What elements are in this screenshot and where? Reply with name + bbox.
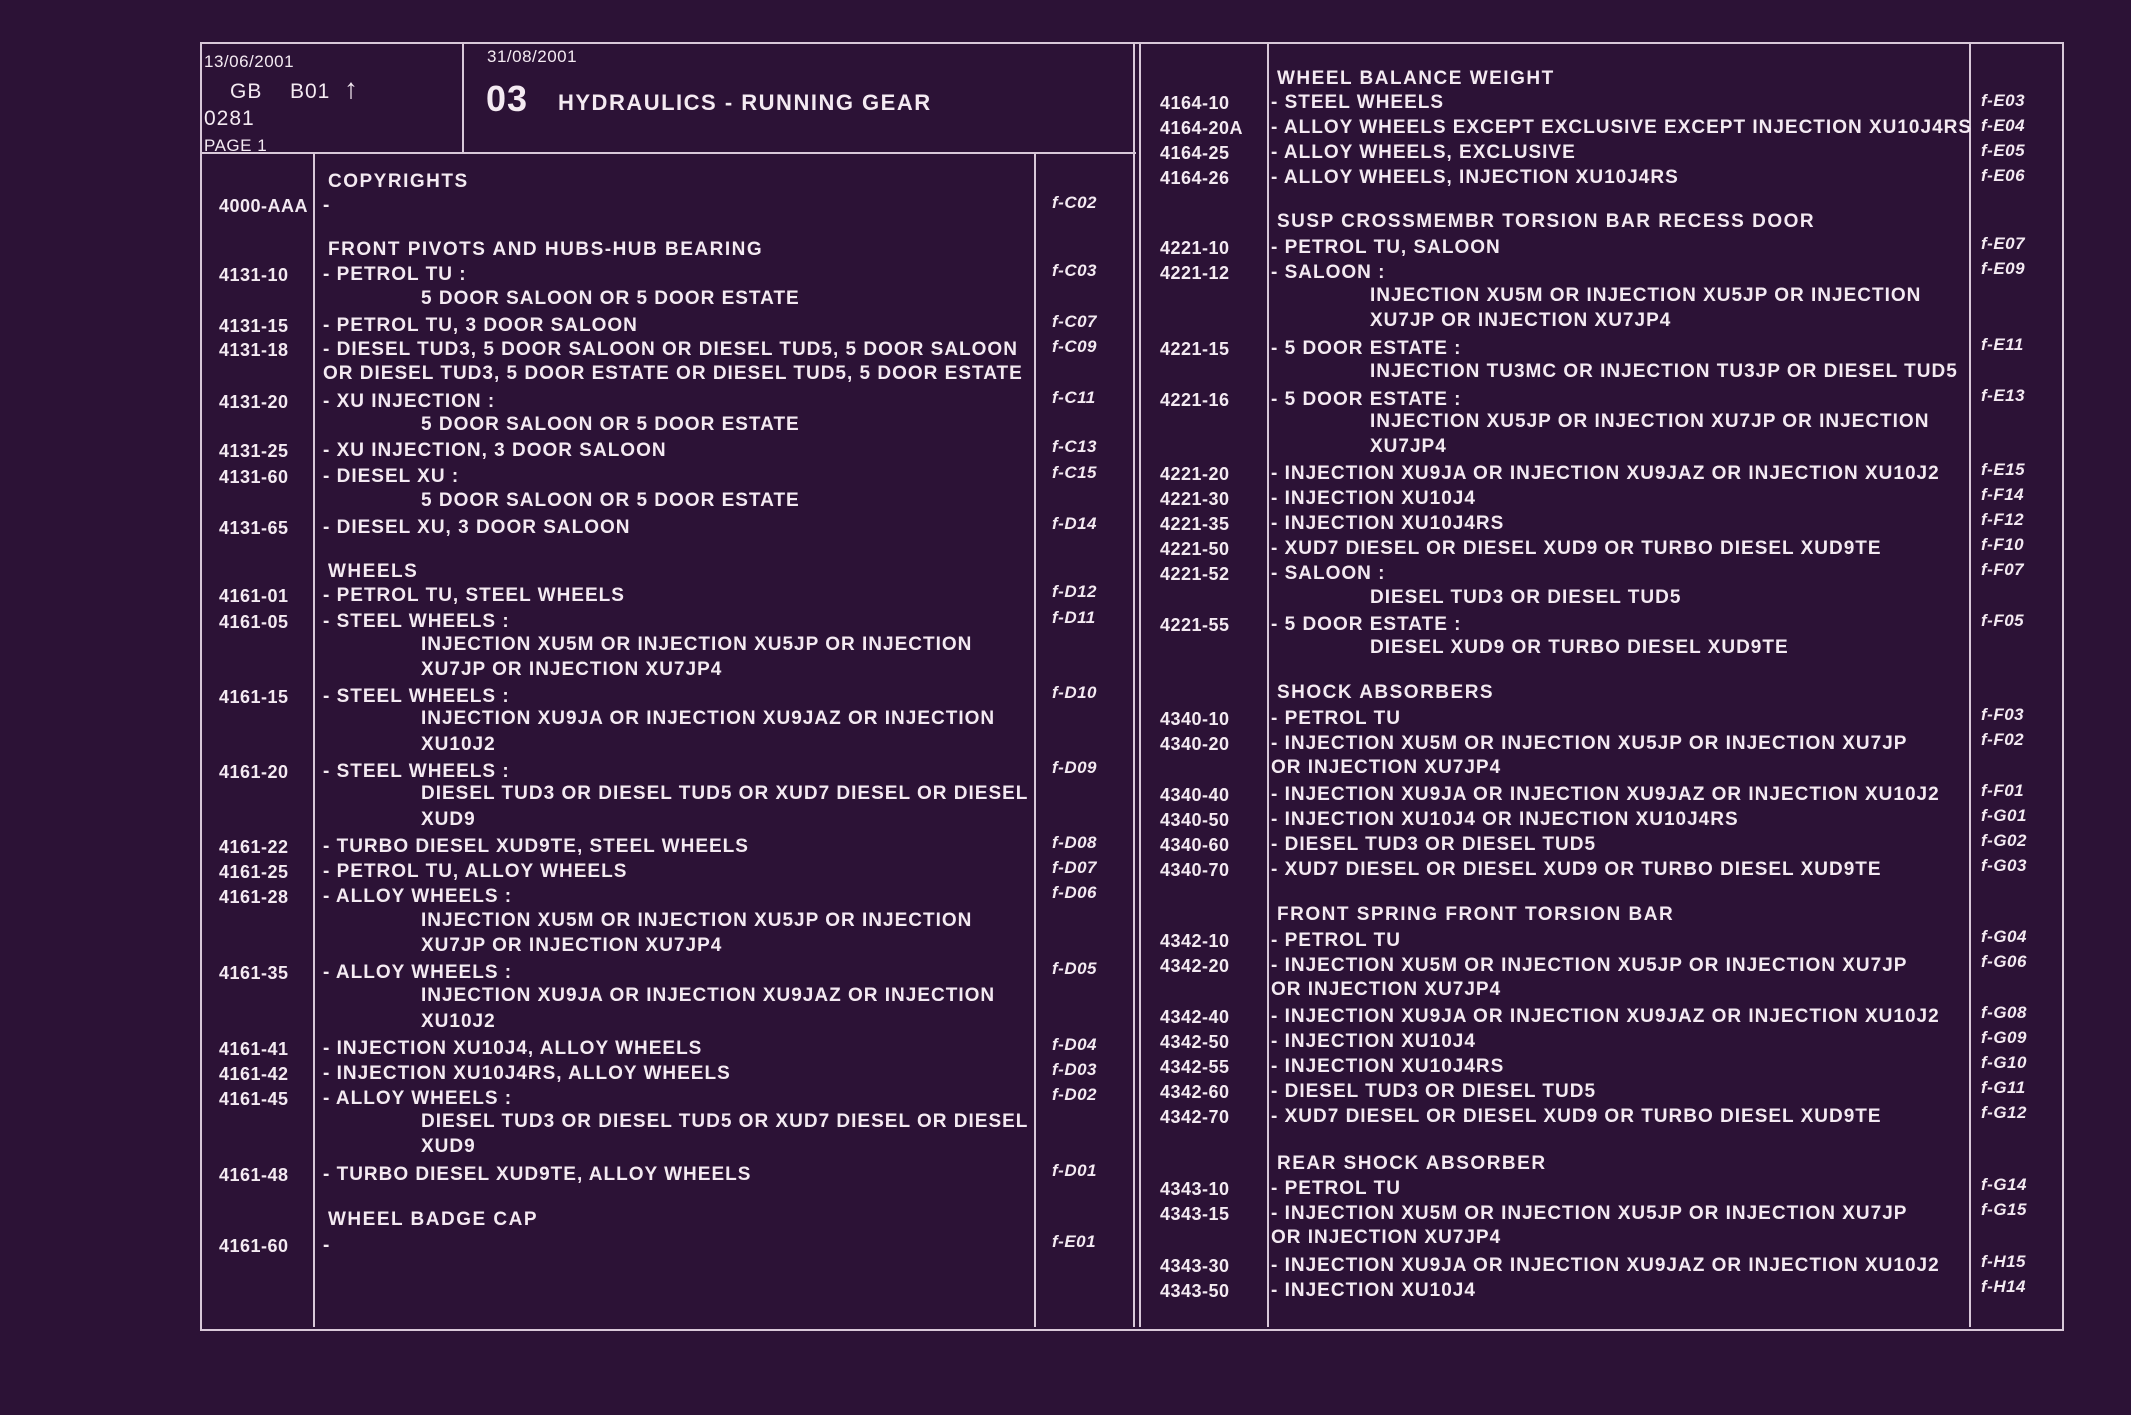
section-heading: FRONT PIVOTS AND HUBS-HUB BEARING <box>328 239 764 260</box>
page-reference: f-G09 <box>1981 1028 2027 1047</box>
page-reference: f-D07 <box>1052 858 1098 877</box>
part-continuation: OR INJECTION XU7JP4 <box>1271 1227 1502 1248</box>
page-reference: f-D10 <box>1052 683 1098 702</box>
section-heading: WHEEL BALANCE WEIGHT <box>1277 68 1555 89</box>
part-code: 4342-60 <box>1160 1082 1230 1102</box>
part-code: 4161-35 <box>219 963 289 983</box>
part-description: - DIESEL XU : <box>323 466 460 487</box>
part-code: 4343-30 <box>1160 1256 1230 1276</box>
page-reference: f-C03 <box>1052 261 1098 280</box>
part-sub-description: INJECTION XU9JA OR INJECTION XU9JAZ OR INJECTION <box>421 985 996 1006</box>
part-sub-description: INJECTION XU9JA OR INJECTION XU9JAZ OR INJECTION <box>421 708 996 729</box>
page-reference: f-F10 <box>1981 535 2025 554</box>
page-reference: f-F02 <box>1981 730 2025 749</box>
page-reference: f-E13 <box>1981 386 2026 405</box>
header-number: 0281 <box>204 107 255 130</box>
part-code: 4221-52 <box>1160 564 1230 584</box>
part-description: - INJECTION XU5M OR INJECTION XU5JP OR INJECTION XU7JP <box>1271 733 1908 754</box>
page-reference: f-F03 <box>1981 705 2025 724</box>
page-reference: f-C02 <box>1052 193 1098 212</box>
page-reference: f-D02 <box>1052 1085 1098 1104</box>
page-reference: f-G15 <box>1981 1200 2027 1219</box>
part-sub-description: DIESEL TUD3 OR DIESEL TUD5 OR XUD7 DIESEL OR DIESEL <box>421 1111 1029 1132</box>
part-code: 4131-10 <box>219 265 289 285</box>
header-split <box>462 42 464 152</box>
page-reference: f-D14 <box>1052 514 1098 533</box>
part-description: - 5 DOOR ESTATE : <box>1271 614 1462 635</box>
page-reference: f-E05 <box>1981 141 2026 160</box>
part-sub-description: DIESEL TUD3 OR DIESEL TUD5 OR XUD7 DIESEL OR DIESEL <box>421 783 1029 804</box>
part-code: 4340-70 <box>1160 860 1230 880</box>
part-code: 4161-45 <box>219 1089 289 1109</box>
page-reference: f-G10 <box>1981 1053 2027 1072</box>
part-code: 4343-50 <box>1160 1281 1230 1301</box>
part-sub-description: XU7JP OR INJECTION XU7JP4 <box>421 659 723 680</box>
part-code: 4161-48 <box>219 1165 289 1185</box>
part-code: 4340-40 <box>1160 785 1230 805</box>
page-reference: f-H15 <box>1981 1252 2027 1271</box>
part-description: - PETROL TU, ALLOY WHEELS <box>323 861 628 882</box>
section-title: HYDRAULICS - RUNNING GEAR <box>558 90 932 115</box>
page-reference: f-G02 <box>1981 831 2027 850</box>
part-sub-description: DIESEL TUD3 OR DIESEL TUD5 <box>1370 587 1682 608</box>
part-description: - STEEL WHEELS : <box>323 761 510 782</box>
part-code: 4164-20A <box>1160 118 1244 138</box>
page-reference: f-C09 <box>1052 337 1098 356</box>
page-reference: f-E06 <box>1981 166 2026 185</box>
part-sub-description: 5 DOOR SALOON OR 5 DOOR ESTATE <box>421 414 800 435</box>
center-divider-2 <box>1139 42 1141 1327</box>
part-description: - XU INJECTION, 3 DOOR SALOON <box>323 440 667 461</box>
part-code: 4131-65 <box>219 518 289 538</box>
part-code: 4221-20 <box>1160 464 1230 484</box>
part-description: - DIESEL TUD3, 5 DOOR SALOON OR DIESEL TUD5, 5 DOOR SALOON <box>323 339 1018 360</box>
part-description: - INJECTION XU10J4 <box>1271 1280 1476 1301</box>
part-description: - STEEL WHEELS <box>1271 92 1445 113</box>
part-description: - ALLOY WHEELS, INJECTION XU10J4RS <box>1271 167 1679 188</box>
part-description: - INJECTION XU5M OR INJECTION XU5JP OR INJECTION XU7JP <box>1271 955 1908 976</box>
part-code: 4221-10 <box>1160 238 1230 258</box>
part-description: - 5 DOOR ESTATE : <box>1271 389 1462 410</box>
part-description: - DIESEL TUD3 OR DIESEL TUD5 <box>1271 1081 1597 1102</box>
part-description: - ALLOY WHEELS EXCEPT EXCLUSIVE EXCEPT INJECTION XU10J4RS <box>1271 117 1973 138</box>
page-reference: f-D03 <box>1052 1060 1098 1079</box>
part-description: - <box>323 1235 331 1256</box>
part-code: 4161-28 <box>219 887 289 907</box>
page-reference: f-E04 <box>1981 116 2026 135</box>
section-number: 03 <box>486 78 529 119</box>
section-heading: REAR SHOCK ABSORBER <box>1277 1153 1547 1174</box>
part-description: - 5 DOOR ESTATE : <box>1271 338 1462 359</box>
section-heading: FRONT SPRING FRONT TORSION BAR <box>1277 904 1675 925</box>
part-description: - INJECTION XU10J4 OR INJECTION XU10J4RS <box>1271 809 1739 830</box>
page-reference: f-G01 <box>1981 806 2027 825</box>
part-description: - SALOON : <box>1271 563 1386 584</box>
page-reference: f-G12 <box>1981 1103 2027 1122</box>
part-code: 4221-16 <box>1160 390 1230 410</box>
page-reference: f-E03 <box>1981 91 2026 110</box>
page-reference: f-G14 <box>1981 1175 2027 1194</box>
header-country: GB <box>230 80 263 103</box>
part-code: 4161-20 <box>219 762 289 782</box>
page-reference: f-E15 <box>1981 460 2026 479</box>
page-reference: f-H14 <box>1981 1277 2027 1296</box>
center-divider-1 <box>1133 42 1135 1327</box>
page-reference: f-D08 <box>1052 833 1098 852</box>
part-description: - TURBO DIESEL XUD9TE, ALLOY WHEELS <box>323 1164 752 1185</box>
part-description: - SALOON : <box>1271 262 1386 283</box>
part-description: - INJECTION XU10J4, ALLOY WHEELS <box>323 1038 703 1059</box>
part-continuation: OR INJECTION XU7JP4 <box>1271 979 1502 1000</box>
part-sub-description: XUD9 <box>421 809 476 830</box>
part-description: - STEEL WHEELS : <box>323 611 510 632</box>
page-reference: f-C11 <box>1052 388 1096 407</box>
part-code: 4342-40 <box>1160 1007 1230 1027</box>
part-code: 4343-15 <box>1160 1204 1230 1224</box>
part-sub-description: 5 DOOR SALOON OR 5 DOOR ESTATE <box>421 490 800 511</box>
part-description: - PETROL TU, STEEL WHEELS <box>323 585 625 606</box>
part-sub-description: XU10J2 <box>421 734 496 755</box>
page-reference: f-F14 <box>1981 485 2025 504</box>
part-description: - DIESEL TUD3 OR DIESEL TUD5 <box>1271 834 1597 855</box>
part-code: 4340-20 <box>1160 734 1230 754</box>
part-sub-description: XU10J2 <box>421 1011 496 1032</box>
page-reference: f-D05 <box>1052 959 1098 978</box>
part-code: 4340-60 <box>1160 835 1230 855</box>
part-description: - INJECTION XU9JA OR INJECTION XU9JAZ OR INJECTION XU10J2 <box>1271 463 1940 484</box>
page-reference: f-F07 <box>1981 560 2025 579</box>
part-code: 4221-35 <box>1160 514 1230 534</box>
page-reference: f-C13 <box>1052 437 1098 456</box>
part-description: - INJECTION XU5M OR INJECTION XU5JP OR INJECTION XU7JP <box>1271 1203 1908 1224</box>
part-description: - INJECTION XU10J4RS, ALLOY WHEELS <box>323 1063 731 1084</box>
part-code: 4342-55 <box>1160 1057 1230 1077</box>
page-reference: f-G03 <box>1981 856 2027 875</box>
part-code: 4131-18 <box>219 340 289 360</box>
header-model: B01 <box>290 80 331 103</box>
part-code: 4343-10 <box>1160 1179 1230 1199</box>
page-reference: f-D01 <box>1052 1161 1098 1180</box>
left-code-col-line <box>313 152 315 1327</box>
page-reference: f-D04 <box>1052 1035 1098 1054</box>
part-code: 4000-AAA <box>219 196 309 216</box>
part-description: - INJECTION XU9JA OR INJECTION XU9JAZ OR INJECTION XU10J2 <box>1271 784 1940 805</box>
part-sub-description: INJECTION TU3MC OR INJECTION TU3JP OR DIESEL TUD5 <box>1370 361 1958 382</box>
part-code: 4164-10 <box>1160 93 1230 113</box>
part-code: 4221-15 <box>1160 339 1230 359</box>
part-sub-description: DIESEL XUD9 OR TURBO DIESEL XUD9TE <box>1370 637 1789 658</box>
page-reference: f-C07 <box>1052 312 1098 331</box>
part-code: 4221-50 <box>1160 539 1230 559</box>
right-ref-col-line <box>1969 42 1971 1327</box>
section-heading: WHEELS <box>328 561 419 582</box>
page-reference: f-E09 <box>1981 259 2026 278</box>
part-continuation: OR DIESEL TUD3, 5 DOOR ESTATE OR DIESEL TUD5, 5 DOOR ESTATE <box>323 363 1023 384</box>
page-reference: f-D06 <box>1052 883 1098 902</box>
part-code: 4131-20 <box>219 392 289 412</box>
part-code: 4164-26 <box>1160 168 1230 188</box>
part-description: - PETROL TU <box>1271 708 1401 729</box>
part-description: - XU INJECTION : <box>323 391 496 412</box>
part-description: - INJECTION XU9JA OR INJECTION XU9JAZ OR INJECTION XU10J2 <box>1271 1255 1940 1276</box>
part-description: - XUD7 DIESEL OR DIESEL XUD9 OR TURBO DIESEL XUD9TE <box>1271 859 1882 880</box>
section-heading: COPYRIGHTS <box>328 171 469 192</box>
left-ref-col-line <box>1034 152 1036 1327</box>
part-sub-description: INJECTION XU5JP OR INJECTION XU7JP OR INJECTION <box>1370 411 1930 432</box>
part-description: - TURBO DIESEL XUD9TE, STEEL WHEELS <box>323 836 749 857</box>
part-description: - XUD7 DIESEL OR DIESEL XUD9 OR TURBO DIESEL XUD9TE <box>1271 1106 1882 1127</box>
part-description: - INJECTION XU9JA OR INJECTION XU9JAZ OR INJECTION XU10J2 <box>1271 1006 1940 1027</box>
part-code: 4164-25 <box>1160 143 1230 163</box>
part-code: 4342-70 <box>1160 1107 1230 1127</box>
part-code: 4161-25 <box>219 862 289 882</box>
part-description: - PETROL TU, SALOON <box>1271 237 1501 258</box>
up-arrow-icon: ↑ <box>344 73 359 104</box>
part-description: - PETROL TU : <box>323 264 467 285</box>
part-code: 4221-12 <box>1160 263 1230 283</box>
page-reference: f-E11 <box>1981 335 2024 354</box>
part-continuation: OR INJECTION XU7JP4 <box>1271 757 1502 778</box>
part-code: 4340-50 <box>1160 810 1230 830</box>
part-description: - PETROL TU <box>1271 1178 1401 1199</box>
part-code: 4131-15 <box>219 316 289 336</box>
section-heading: SUSP CROSSMEMBR TORSION BAR RECESS DOOR <box>1277 211 1816 232</box>
part-description: - PETROL TU <box>1271 930 1401 951</box>
part-description: - INJECTION XU10J4 <box>1271 1031 1476 1052</box>
part-description: - DIESEL XU, 3 DOOR SALOON <box>323 517 631 538</box>
part-description: - ALLOY WHEELS : <box>323 886 513 907</box>
header-divider <box>200 152 1136 154</box>
part-description: - INJECTION XU10J4 <box>1271 488 1476 509</box>
page-reference: f-C15 <box>1052 463 1098 482</box>
part-description: - <box>323 195 331 216</box>
part-sub-description: XUD9 <box>421 1136 476 1157</box>
part-code: 4221-55 <box>1160 615 1230 635</box>
page-reference: f-G08 <box>1981 1003 2027 1022</box>
section-heading: WHEEL BADGE CAP <box>328 1209 539 1230</box>
part-description: - PETROL TU, 3 DOOR SALOON <box>323 315 638 336</box>
part-description: - INJECTION XU10J4RS <box>1271 1056 1505 1077</box>
part-code: 4131-25 <box>219 441 289 461</box>
part-sub-description: INJECTION XU5M OR INJECTION XU5JP OR INJECTION <box>1370 285 1922 306</box>
page-reference: f-F05 <box>1981 611 2025 630</box>
page-reference: f-G11 <box>1981 1078 2026 1097</box>
part-sub-description: XU7JP OR INJECTION XU7JP4 <box>1370 310 1672 331</box>
page-reference: f-D09 <box>1052 758 1098 777</box>
part-code: 4161-41 <box>219 1039 289 1059</box>
page-reference: f-F12 <box>1981 510 2025 529</box>
part-description: - ALLOY WHEELS : <box>323 1088 513 1109</box>
section-heading: SHOCK ABSORBERS <box>1277 682 1495 703</box>
header-date-2: 31/08/2001 <box>487 47 578 66</box>
part-code: 4161-01 <box>219 586 289 606</box>
part-description: - XUD7 DIESEL OR DIESEL XUD9 OR TURBO DIESEL XUD9TE <box>1271 538 1882 559</box>
page-reference: f-D11 <box>1052 608 1096 627</box>
page-reference: f-E01 <box>1052 1232 1097 1251</box>
part-code: 4342-20 <box>1160 956 1230 976</box>
header-page: PAGE 1 <box>204 136 268 152</box>
part-sub-description: INJECTION XU5M OR INJECTION XU5JP OR INJECTION <box>421 634 973 655</box>
part-description: - STEEL WHEELS : <box>323 686 510 707</box>
part-code: 4161-05 <box>219 612 289 632</box>
part-sub-description: 5 DOOR SALOON OR 5 DOOR ESTATE <box>421 288 800 309</box>
part-code: 4342-50 <box>1160 1032 1230 1052</box>
part-code: 4342-10 <box>1160 931 1230 951</box>
right-code-col-line <box>1267 42 1269 1327</box>
part-sub-description: XU7JP4 <box>1370 436 1447 457</box>
header-date-1: 13/06/2001 <box>204 52 295 71</box>
page-reference: f-F01 <box>1981 781 2025 800</box>
part-code: 4161-15 <box>219 687 289 707</box>
part-description: - ALLOY WHEELS : <box>323 962 513 983</box>
page-reference: f-G06 <box>1981 952 2027 971</box>
part-code: 4131-60 <box>219 467 289 487</box>
part-sub-description: XU7JP OR INJECTION XU7JP4 <box>421 935 723 956</box>
page-reference: f-E07 <box>1981 234 2026 253</box>
page-reference: f-G04 <box>1981 927 2027 946</box>
part-code: 4340-10 <box>1160 709 1230 729</box>
part-code: 4221-30 <box>1160 489 1230 509</box>
part-code: 4161-42 <box>219 1064 289 1084</box>
part-description: - ALLOY WHEELS, EXCLUSIVE <box>1271 142 1576 163</box>
part-sub-description: INJECTION XU5M OR INJECTION XU5JP OR INJECTION <box>421 910 973 931</box>
page-reference: f-D12 <box>1052 582 1098 601</box>
part-code: 4161-22 <box>219 837 289 857</box>
part-description: - INJECTION XU10J4RS <box>1271 513 1505 534</box>
part-code: 4161-60 <box>219 1236 289 1256</box>
